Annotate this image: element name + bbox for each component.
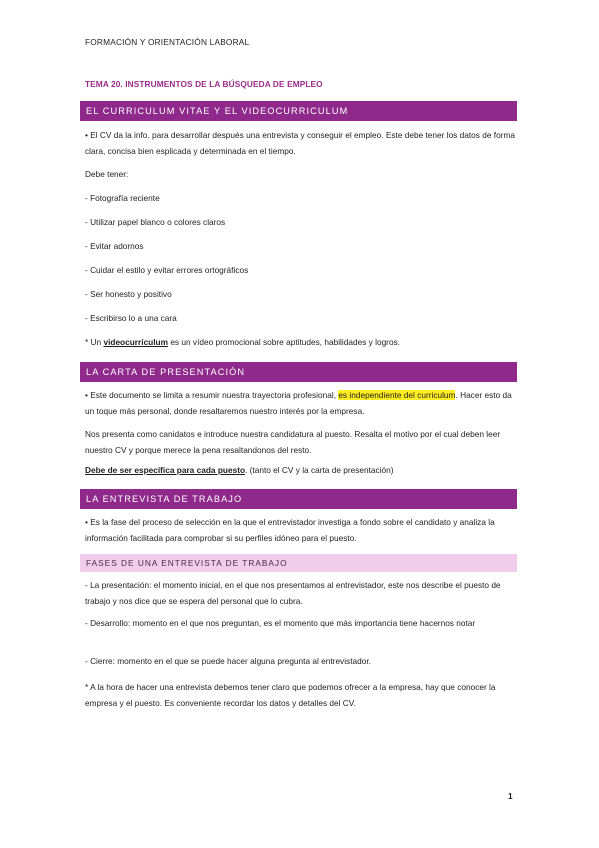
page-number: 1 <box>508 791 513 801</box>
videocurriculum-note <box>85 334 515 350</box>
carta-paragraph-1 <box>85 387 515 419</box>
underlined-text: Debe de ser específica para cada puesto <box>85 465 246 475</box>
list-item: - Escribirso lo a una cara <box>85 313 177 323</box>
carta-p1-suffix: . Hacer esto da un toque más personal, donde resaltaremos nuestro interés por la empresa. <box>85 390 512 416</box>
section-heading-entrevista: LA ENTREVISTA DE TRABAJO <box>80 489 517 509</box>
highlighted-text: es independiente del curriculum <box>338 390 456 400</box>
list-item: - La presentación: el momento inicial, en el que nos presentamos al entrevistador, este nos describe el puesto de trabajo y nos dice que se espera del personal que lo cubra. <box>85 580 501 606</box>
carta-paragraph-2: Nos presenta como canidatos e introduce nuestra candidatura al puesto. Resalta el motivo por el cual deben leer nuestro CV y porque merece la pena resaltandonos del resto. <box>85 429 501 455</box>
list-item: - Desarrollo: momento en el que nos preguntan, es el momento que más importancia tiene hacernos notar <box>85 618 476 628</box>
entrevista-paragraph: • Es la fase del proceso de selección en la que el entrevistador investiga a fondo sobre el candidato y analiza la información facilitada para comprobar si su perfiles idóneo para el puesto. <box>85 517 495 543</box>
cv-intro-paragraph: • El CV da la info. para desarrollar después una entrevista y conseguir el empleo. Este debe tener los datos de forma clara, concisa bien esplicada y determinada en el tiempo. <box>85 130 515 156</box>
topic-title: TEMA 20. INSTRUMENTOS DE LA BÚSQUEDA DE EMPLEO <box>85 79 323 89</box>
list-item: - Ser honesto y positivo <box>85 289 172 299</box>
subsection-heading-fases: FASES DE UNA ENTREVISTA DE TRABAJO <box>80 554 517 572</box>
carta-paragraph-3 <box>85 462 515 478</box>
list-item: - Utilizar papel blanco o colores claros <box>85 217 226 227</box>
carta-p3-suffix: . (tanto el CV y la carta de presentación) <box>245 465 394 475</box>
list-item: - Cierre: momento en el que se puede hacer alguna pregunta al entrevistador. <box>85 656 371 666</box>
note-suffix: es un vídeo promocional sobre aptitudes, habilidades y logros. <box>168 337 401 347</box>
carta-p1-prefix: • Este documento se limita a resumir nuestra trayectoria profesional, <box>85 390 339 400</box>
list-item: - Evitar adornos <box>85 241 144 251</box>
debe-tener-label: Debe tener: <box>85 169 129 179</box>
section-heading-carta: LA CARTA DE PRESENTACIÓN <box>80 362 517 382</box>
videocurriculum-term: videocurrículum <box>103 337 169 347</box>
list-item: - Fotografía reciente <box>85 193 160 203</box>
document-header: FORMACIÓN Y ORIENTACIÓN LABORAL <box>85 37 250 47</box>
section-heading-cv: EL CURRICULUM VITAE Y EL VIDEOCURRICULUM <box>80 101 517 121</box>
list-item: - Cuidar el estilo y evitar errores ortográficos <box>85 265 249 275</box>
note-prefix: * Un <box>85 337 104 347</box>
entrevista-note: * A la hora de hacer una entrevista debemos tener claro que podemos ofrecer a la empresa, hay que conocer la empresa y el puesto. Es conveniente recordar los datos y detalles del CV. <box>85 682 496 708</box>
